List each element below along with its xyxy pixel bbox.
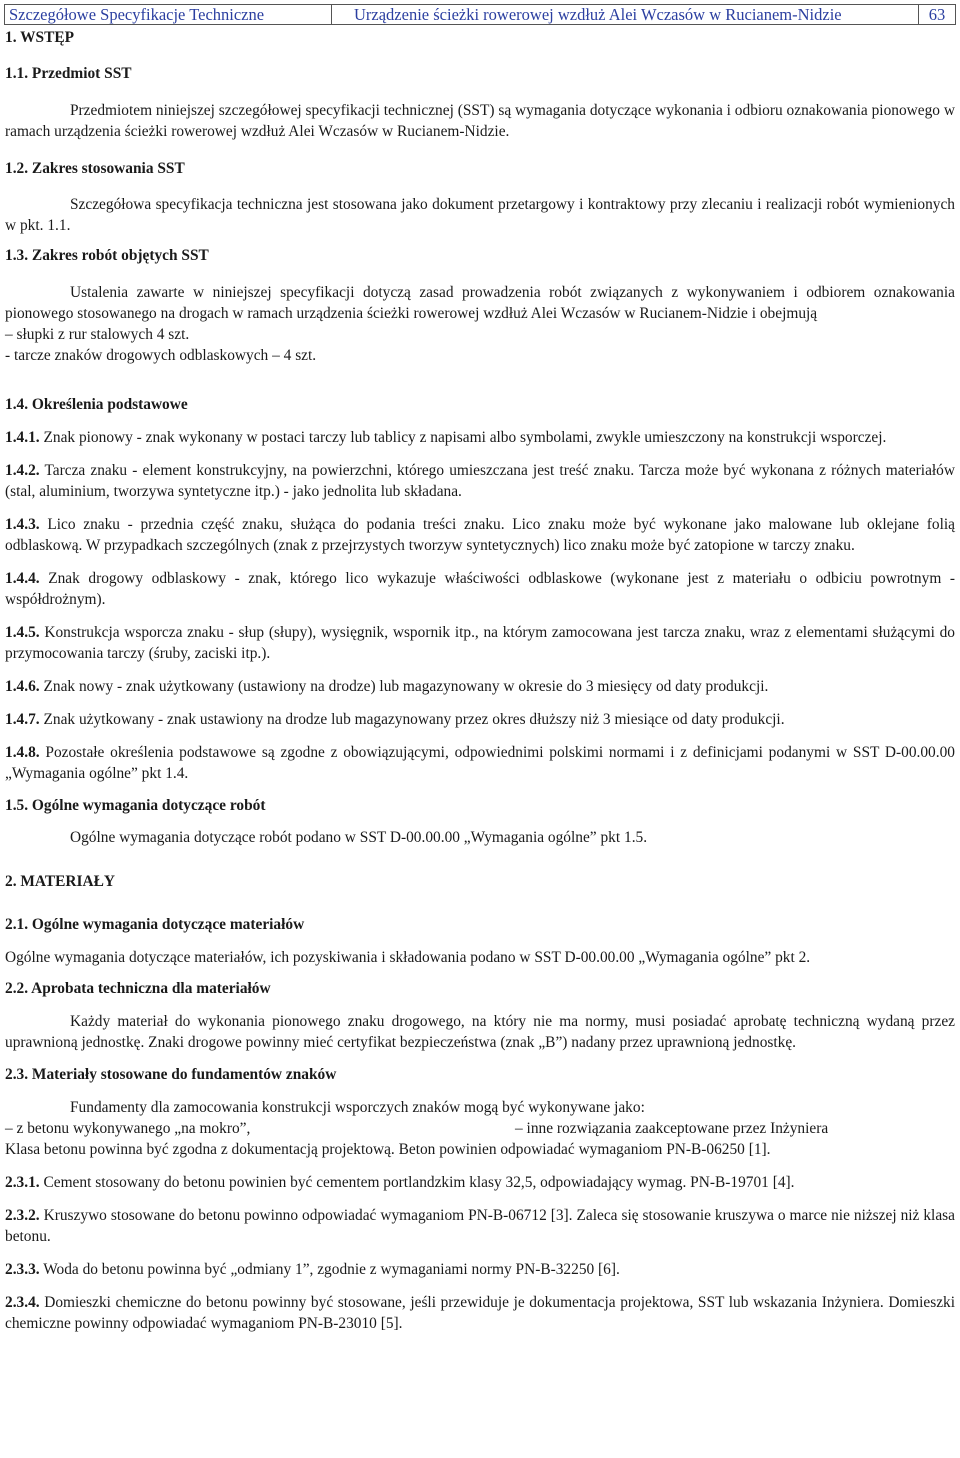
item-number: 2.3.1. xyxy=(5,1174,40,1191)
definition-number: 1.4.7. xyxy=(5,711,40,728)
document-body xyxy=(5,27,955,1334)
definition-1-4-8 xyxy=(5,742,955,784)
definition-number: 1.4.6. xyxy=(5,678,40,695)
section-heading-2: 2. MATERIAŁY xyxy=(5,873,116,890)
option-other-solutions: – inne rozwiązania zaakceptowane przez Inżyniera xyxy=(515,1120,829,1137)
paragraph-1-1: Przedmiotem niniejszej szczegółowej specyfikacji technicznej (SST) są wymagania dotyczące wykonania i odbioru oznakowania pionowego w ramach urządzenia ścieżki rowerowej wzdłuż Alei Wczasów w Rucianem-Nidzie. xyxy=(5,102,955,140)
item-text: Woda do betonu powinna być „odmiany 1”, zgodnie z wymaganiami normy PN-B-32250 [6]. xyxy=(39,1261,620,1278)
item-2-3-2 xyxy=(5,1205,955,1247)
list-item-sign-faces: - tarcze znaków drogowych odblaskowych – 4 szt. xyxy=(5,347,317,364)
definition-number: 1.4.1. xyxy=(5,429,40,446)
definition-text: Znak użytkowany - znak ustawiony na drodze lub magazynowany przez okres dłuższy niż 3 miesiące od daty produkcji. xyxy=(39,711,785,728)
section-heading-2-1: 2.1. Ogólne wymagania dotyczące materiałów xyxy=(5,916,305,933)
definition-number: 1.4.3. xyxy=(5,516,40,533)
item-2-3-3 xyxy=(5,1259,955,1280)
definition-number: 1.4.5. xyxy=(5,624,40,641)
section-heading-1-3: 1.3. Zakres robót objętych SST xyxy=(5,247,209,264)
item-text: Kruszywo stosowane do betonu powinno odpowiadać wymaganiom PN-B-06712 [3]. Zaleca się stosowanie kruszywa o marce nie niższej niż klasa betonu. xyxy=(5,1207,955,1245)
item-text: Cement stosowany do betonu powinien być cementem portlandzkim klasy 32,5, odpowiadający wymag. PN-B-19701 [4]. xyxy=(39,1174,795,1191)
definition-1-4-2 xyxy=(5,460,955,502)
item-number: 2.3.4. xyxy=(5,1294,40,1311)
paragraph-2-1: Ogólne wymagania dotyczące materiałów, ich pozyskiwania i składowania podano w SST D-00.00.00 „Wymagania ogólne” pkt 2. xyxy=(5,949,811,966)
paragraph-1-2: Szczegółowa specyfikacja techniczna jest stosowana jako dokument przetargowy i kontraktowy przy zlecaniu i realizacji robót wymienionych w pkt. 1.1. xyxy=(5,196,955,234)
section-heading-1-2: 1.2. Zakres stosowania SST xyxy=(5,160,185,177)
paragraph-2-3-concrete: Klasa betonu powinna być zgodna z dokumentacją projektową. Beton powinien odpowiadać wymaganiom PN-B-06250 [1]. xyxy=(5,1141,771,1158)
section-heading-1-5: 1.5. Ogólne wymagania dotyczące robót xyxy=(5,797,266,814)
definition-1-4-3 xyxy=(5,514,955,556)
definition-1-4-6 xyxy=(5,676,955,697)
definition-text: Znak nowy - znak użytkowany (ustawiony na drodze) lub magazynowany w okresie do 3 miesięcy od daty produkcji. xyxy=(39,678,769,695)
header-project-name: Urządzenie ścieżki rowerowej wzdłuż Alei Wczasów w Rucianem-Nidzie xyxy=(332,5,919,24)
definition-text: Tarcza znaku - element konstrukcyjny, na powierzchni, którego umieszczana jest treść znaku. Tarcza może być wykonana z różnych materiałów (stal, aluminium, tworzywa syntetyczne itp.) - jako jednolita lub składana. xyxy=(5,462,955,500)
paragraph-2-3-intro: Fundamenty dla zamocowania konstrukcji wsporczych znaków mogą być wykonywane jako: xyxy=(70,1099,645,1116)
definition-1-4-1 xyxy=(5,427,955,448)
item-number: 2.3.2. xyxy=(5,1207,40,1224)
item-text: Domieszki chemiczne do betonu powinny być stosowane, jeśli przewiduje je dokumentacja projektowa, SST lub wskazania Inżyniera. Domieszki chemiczne powinny odpowiadać wymaganiom PN-B-23010 [5]. xyxy=(5,1294,955,1332)
section-heading-2-2: 2.2. Aprobata techniczna dla materiałów xyxy=(5,980,271,997)
paragraph-2-2: Każdy materiał do wykonania pionowego znaku drogowego, na który nie ma normy, musi posiadać aprobatę techniczną wydaną przez uprawnioną jednostkę. Znaki drogowe powinny mieć certyfikat bezpieczeństwa (znak „B”) nadany przez uprawnioną jednostkę. xyxy=(5,1013,955,1051)
item-number: 2.3.3. xyxy=(5,1261,40,1278)
definition-number: 1.4.4. xyxy=(5,570,40,587)
list-item-posts: – słupki z rur stalowych 4 szt. xyxy=(5,326,190,343)
item-2-3-1 xyxy=(5,1172,955,1193)
definition-number: 1.4.2. xyxy=(5,462,40,479)
definition-text: Konstrukcja wsporcza znaku - słup (słupy), wysięgnik, wspornik itp., na którym zamocowana jest tarcza znaku, wraz z elementami służącymi do przymocowania tarczy (śruby, zaciski itp.). xyxy=(5,624,955,662)
definition-text: Pozostałe określenia podstawowe są zgodne z obowiązującymi, odpowiednimi polskimi normami i z definicjami podanymi w SST D-00.00.00 „Wymagania ogólne” pkt 1.4. xyxy=(5,744,955,782)
foundation-options xyxy=(5,1118,955,1139)
paragraph-1-5: Ogólne wymagania dotyczące robót podano w SST D-00.00.00 „Wymagania ogólne” pkt 1.5. xyxy=(70,829,648,846)
paragraph-1-3: Ustalenia zawarte w niniejszej specyfikacji dotyczą zasad prowadzenia robót związanych z wykonywaniem i odbiorem oznakowania pionowego stosowanego na drogach w ramach urządzenia ścieżki rowerowej wzdłuż Alei Wczasów w Rucianem-Nidzie i obejmują xyxy=(5,284,955,322)
definition-text: Znak pionowy - znak wykonany w postaci tarczy lub tablicy z napisami albo symbolami, zwykle umieszczony na konstrukcji wsporczej. xyxy=(39,429,887,446)
definition-1-4-5 xyxy=(5,622,955,664)
definition-1-4-7 xyxy=(5,709,955,730)
definition-1-4-4 xyxy=(5,568,955,610)
section-heading-1: 1. WSTĘP xyxy=(5,29,74,46)
header-page-number: 63 xyxy=(928,5,946,24)
definition-text: Lico znaku - przednia część znaku, służąca do podania treści znaku. Lico znaku może być wykonane jako malowane lub oklejane folią odblaskową. W przypadkach szczególnych (znak z przejrzystych tworzyw syntetycznych) lico znaku może być zatopione w tarczy znaku. xyxy=(5,516,955,554)
section-heading-1-4: 1.4. Określenia podstawowe xyxy=(5,396,188,413)
section-heading-1-1: 1.1. Przedmiot SST xyxy=(5,65,132,82)
definition-number: 1.4.8. xyxy=(5,744,40,761)
option-wet-concrete: – z betonu wykonywanego „na mokro”, xyxy=(5,1120,251,1137)
item-2-3-4 xyxy=(5,1292,955,1334)
page-header xyxy=(4,4,956,25)
header-doc-title: Szczegółowe Specyfikacje Techniczne xyxy=(5,5,332,24)
section-heading-2-3: 2.3. Materiały stosowane do fundamentów znaków xyxy=(5,1066,337,1083)
definition-text: Znak drogowy odblaskowy - znak, którego lico wykazuje właściwości odblaskowe (wykonane jest z materiału o odbiciu powrotnym - współdrożnym). xyxy=(5,570,955,608)
